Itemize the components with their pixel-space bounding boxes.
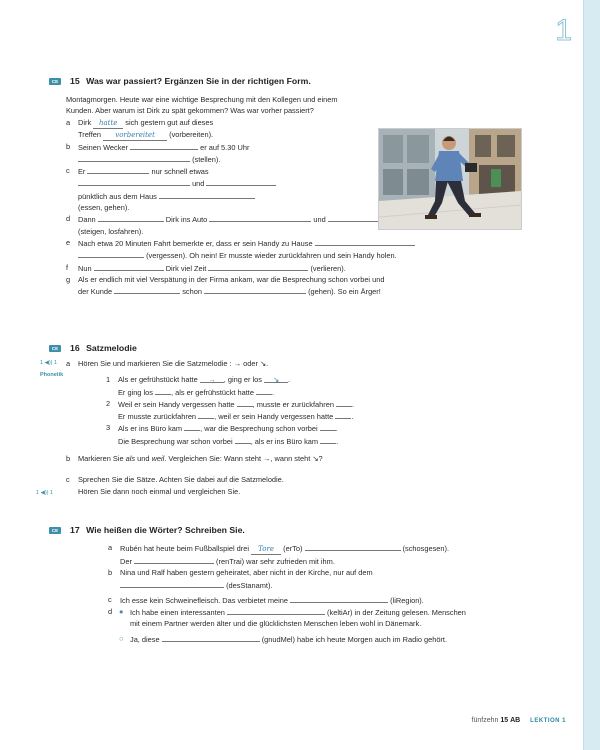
running-man-illustration xyxy=(379,129,521,229)
answer-field[interactable] xyxy=(315,237,415,246)
circle-bullet-icon: ○ xyxy=(119,633,124,643)
intonation-field[interactable] xyxy=(184,422,200,431)
answer-field[interactable] xyxy=(134,555,214,564)
melody-item-3: 3 Als er ins Büro kam , war die Besprechung schon vorbei . Die Besprechung war schon vorbei , als er ins Büro kam . xyxy=(106,423,339,446)
intonation-field[interactable] xyxy=(320,422,336,431)
intonation-field[interactable] xyxy=(235,435,251,444)
answer-field[interactable] xyxy=(120,579,224,588)
exercise-number: 15 xyxy=(70,76,80,86)
exercise-17-heading xyxy=(51,525,546,538)
page-word: fünfzehn xyxy=(471,717,499,724)
intonation-field[interactable] xyxy=(198,410,214,419)
exercise-15-heading xyxy=(51,76,546,89)
page-number: 15 xyxy=(500,717,509,724)
answer-field[interactable] xyxy=(114,285,180,294)
photo-running-man xyxy=(378,128,522,230)
intonation-field[interactable] xyxy=(335,410,351,419)
item-15e: e Nach etwa 20 Minuten Fahrt bemerkte er, dass er sein Handy zu Hause (vergessen). Oh nein! Er musste wieder zurückfahren und sein Handy holen. xyxy=(66,237,546,262)
item-17d: d ● Ich habe einen interessanten (keltiAr) in der Zeitung gelesen. Menschen mit einem Partner werden älter und die glücklichsten Menschen leben wohl in Dänemark. ○ Ja, diese (gnudMel) habe ich heute Morgen auch im Radio gehört. xyxy=(108,607,466,644)
answer-field[interactable] xyxy=(209,213,311,222)
answer-field[interactable] xyxy=(130,141,198,150)
answer-field[interactable] xyxy=(204,285,306,294)
task-16c: c Sprechen Sie die Sätze. Achten Sie dabei auf die Satzmelodie. Hören Sie dann noch einmal und vergleichen Sie. xyxy=(66,475,284,496)
answer-field[interactable] xyxy=(87,165,149,174)
ce-badge: CE xyxy=(49,78,61,85)
item-17c: c Ich esse kein Schweinefleisch. Das verbietet meine (liRegion). xyxy=(108,594,424,605)
answer-field[interactable] xyxy=(159,190,255,199)
intonation-field[interactable] xyxy=(155,386,171,395)
audio-track-label[interactable]: 1 ◀)) 1 xyxy=(40,360,58,366)
intonation-field[interactable] xyxy=(256,386,272,395)
item-15g: g Als er endlich mit viel Verspätung in der Firma ankam, war die Besprechung schon vorbei und der Kunde schon (gehen). So ein Ärger! xyxy=(66,274,385,297)
exercise-title: Was war passiert? Ergänzen Sie in der richtigen Form. xyxy=(86,76,311,86)
item-15c: c Er nur schnell etwas und pünktlich aus dem Haus (essen, gehen). xyxy=(66,165,546,213)
intro-text: Montagmorgen. Heute war eine wichtige Besprechung mit den Kollegen und einem Kunden. Aber warum ist Dirk zu spät gekommen? Was war vorher passiert? xyxy=(66,95,338,116)
exercise-17 xyxy=(51,525,546,645)
task-16a: a Hören Sie und markieren Sie die Satzmelodie : → oder ↘. xyxy=(66,359,269,368)
item-15d: d Dann Dirk ins Auto und (steigen, losfahren). xyxy=(66,213,546,237)
answer-field[interactable] xyxy=(305,542,401,551)
item-17b: b Nina und Ralf haben gestern geheiratet, aber nicht in der Kirche, nur auf dem (desStanamt). xyxy=(108,568,373,590)
bullet-icon: ● xyxy=(119,607,124,617)
intonation-field[interactable] xyxy=(237,398,253,407)
item-15f: f Nun Dirk viel Zeit (verlieren). xyxy=(66,262,346,273)
page-footer xyxy=(472,717,566,724)
answer-field[interactable] xyxy=(227,606,325,615)
exercise-title: Wie heißen die Wörter? Schreiben Sie. xyxy=(86,525,245,535)
answer-field[interactable] xyxy=(206,177,276,186)
answer-field[interactable] xyxy=(98,213,164,222)
melody-list xyxy=(66,374,546,447)
exercise-number: 17 xyxy=(70,525,80,535)
answer-field[interactable] xyxy=(78,153,190,162)
audio-track-label[interactable]: 1 ◀)) 1 xyxy=(36,490,54,496)
page-edge-stripe xyxy=(584,0,600,750)
answer-field[interactable]: vorbereitet xyxy=(103,131,167,141)
answer-field[interactable] xyxy=(290,594,388,603)
task-16b: b Markieren Sie als und weil. Vergleichen Sie: Wann steht →, wann steht ↘? xyxy=(66,454,323,464)
item-15b: b Seinen Wecker er auf 5.30 Uhr (stellen). xyxy=(66,141,250,164)
intonation-field[interactable] xyxy=(320,435,336,444)
answer-field[interactable] xyxy=(78,177,190,186)
lesson-number: 1 xyxy=(555,14,572,47)
ce-badge: CE xyxy=(49,527,61,534)
answer-field[interactable]: hatte xyxy=(93,119,123,129)
item-15a: a Dirk hatte sich gestern gut auf dieses Treffen vorbereitet (vorbereiten). xyxy=(66,117,214,139)
answer-field[interactable] xyxy=(162,633,260,642)
melody-item-2: 2 Weil er sein Handy vergessen hatte , musste er zurückfahren . Er musste zurückfahren , weil er sein Handy vergessen hatte . xyxy=(106,398,355,422)
lesson-label: LEKTION 1 xyxy=(530,718,566,724)
phonetik-label: Phonetik xyxy=(40,372,64,378)
answer-field[interactable]: Tore xyxy=(251,545,281,555)
intonation-field[interactable]: → xyxy=(200,374,224,383)
ce-badge: CE xyxy=(49,345,61,352)
exercise-16-heading xyxy=(51,343,546,356)
item-17a: a Rubén hat heute beim Fußballspiel drei Tore (erTo) (schosgesen). Der (renTrai) war sehr zufrieden mit ihm. xyxy=(108,543,449,566)
exercise-title: Satzmelodie xyxy=(86,343,137,353)
intonation-field[interactable]: ↘ xyxy=(264,374,288,383)
exercise-number: 16 xyxy=(70,343,80,353)
intonation-field[interactable] xyxy=(336,398,352,407)
ab-label: AB xyxy=(510,717,521,724)
answer-field[interactable] xyxy=(94,262,164,271)
answer-field[interactable] xyxy=(78,249,144,258)
answer-field[interactable] xyxy=(208,262,308,271)
melody-item-1: 1 Als er gefrühstückt hatte → , ging er los ↘ . Er ging los , als er gefrühstückt hatte . xyxy=(106,375,291,397)
